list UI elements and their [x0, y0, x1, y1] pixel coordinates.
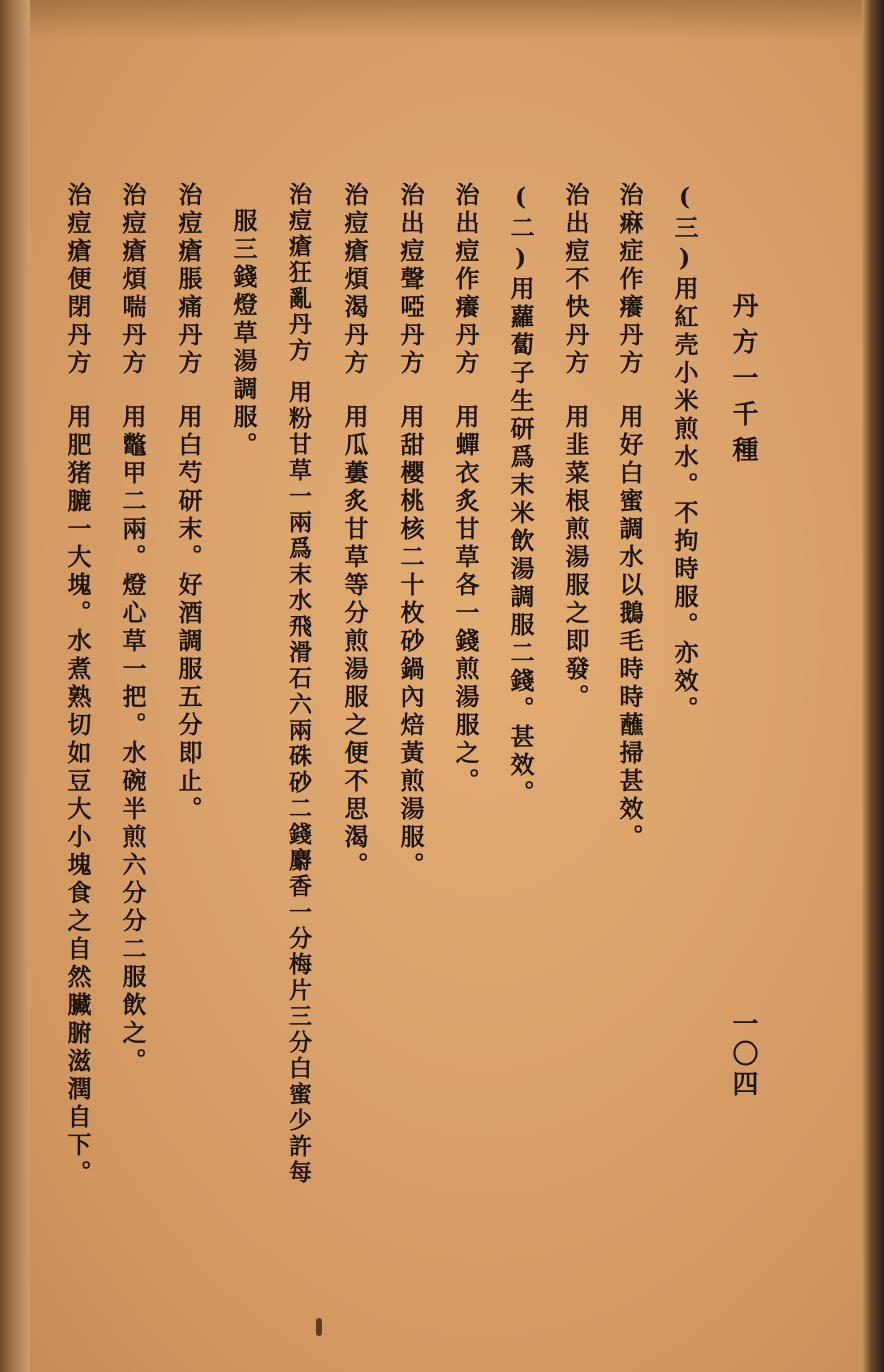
- running-header-title: 丹方一千種: [728, 292, 758, 472]
- column-8: [287, 182, 310, 1186]
- column-9-head: 服三錢燈草湯調服。: [229, 208, 258, 460]
- column-10-body: 用白芍研末。好酒調服五分即止。: [174, 404, 203, 824]
- column-12-head: 治痘瘡便閉丹方: [63, 182, 92, 378]
- column-3-body: 用韭菜根煎湯服之即發。: [561, 404, 590, 712]
- paper-blemish: [316, 1318, 322, 1336]
- column-11-head: 治痘瘡煩喘丹方: [118, 182, 147, 378]
- column-6-body: 用甜櫻桃核二十枚砂鍋內焙黃煎湯服。: [396, 404, 425, 880]
- column-7-head: 治痘瘡煩渴丹方: [340, 182, 369, 378]
- column-3: [561, 182, 590, 712]
- page-number: 一〇四: [728, 1010, 758, 1100]
- column-12: [63, 182, 92, 1188]
- column-3-head: 治出痘不快丹方: [561, 182, 590, 378]
- column-10-head: 治痘瘡脹痛丹方: [174, 182, 203, 378]
- column-5: [451, 182, 480, 796]
- column-4: [506, 182, 535, 808]
- column-8-body: 用粉甘草一兩爲末水飛滑石六兩硃砂二錢麝香一分梅片三分白蜜少許每: [285, 380, 312, 1186]
- column-1: [670, 182, 699, 724]
- column-2-head: 治痳症作癢丹方: [615, 182, 644, 378]
- page-edge-right: [862, 0, 884, 1372]
- column-6: [396, 182, 425, 880]
- top-shade: [30, 0, 862, 40]
- column-7-body: 用瓜蔞炙甘草等分煎湯服之便不思渴。: [340, 404, 369, 880]
- column-5-head: 治出痘作癢丹方: [451, 182, 480, 378]
- column-8-head: 治痘瘡狂亂丹方: [285, 182, 312, 364]
- column-11: [118, 182, 147, 1076]
- column-9: [229, 208, 258, 460]
- column-1-head: (三)用紅壳小米煎水。不拘時服。亦效。: [670, 182, 699, 724]
- column-5-body: 用蟬衣炙甘草各一錢煎湯服之。: [451, 404, 480, 796]
- column-12-body: 用肥猪膔一大塊。水煮熟切如豆大小塊食之自然臟腑滋潤自下。: [63, 404, 92, 1188]
- column-7: [340, 182, 369, 880]
- column-4-head: (二)用蘿蔔子生研爲末米飲湯調服二錢。甚效。: [506, 182, 535, 808]
- column-10: [174, 182, 203, 824]
- binding-edge-left: [0, 0, 30, 1372]
- column-6-head: 治出痘聲啞丹方: [396, 182, 425, 378]
- column-2: [615, 182, 644, 852]
- column-11-body: 用鼈甲二兩。燈心草一把。水碗半煎六分分二服飲之。: [118, 404, 147, 1076]
- column-2-body: 用好白蜜調水以鵝毛時時蘸掃甚效。: [615, 404, 644, 852]
